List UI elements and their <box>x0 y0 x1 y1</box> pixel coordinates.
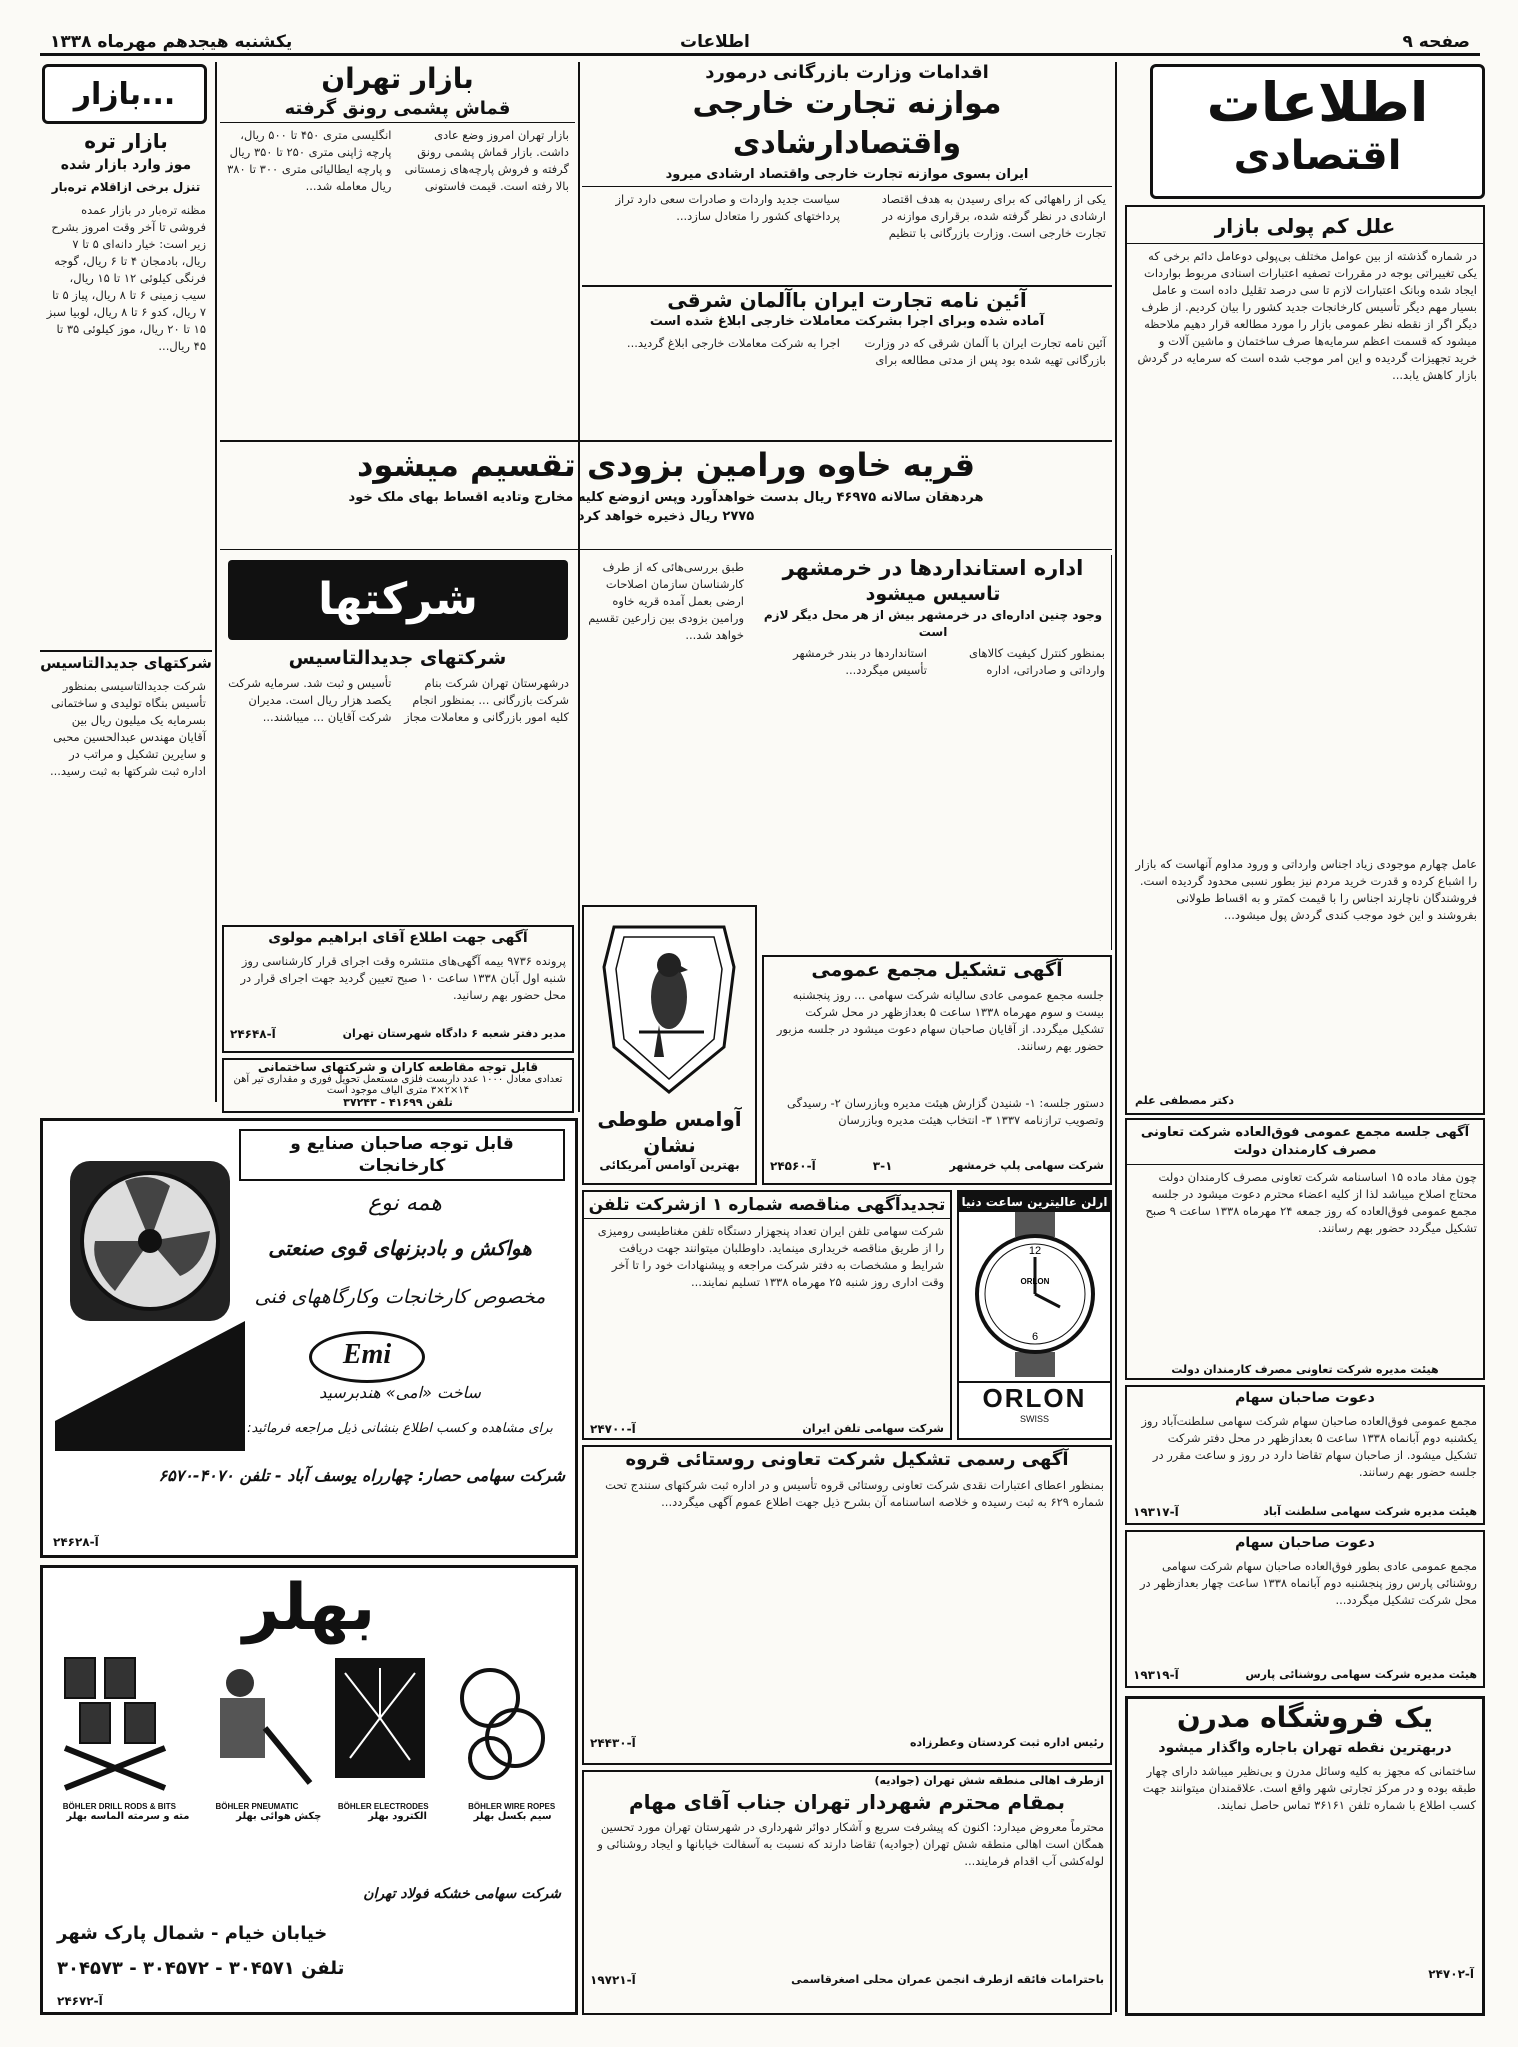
coop-notice <box>582 1445 1112 1765</box>
molavi-sign: مدیر دفتر شعبه ۶ دادگاه شهرستان تهران <box>342 1027 566 1040</box>
header-paper-name: اطلاعات <box>680 32 750 52</box>
bazaar-article <box>220 62 575 437</box>
store-body: ساختمانی که مجهز به کلیه وسائل مدرن و بی‌نظیر میباشد دارای چهار طبقه بوده و در مرکز تجارتی شهر واقع است. علاقمندان میتوانند جهت کسب اطلاع با شماره تلفن ۳۶۱۶۱ تماس حاصل نمایند. <box>1142 1764 1476 1812</box>
companies-logo-box <box>228 560 568 640</box>
invite1-number: آ-۱۹۳۱۷ <box>1133 1505 1179 1519</box>
parrot-title: آوامس طوطی نشان <box>597 1107 742 1157</box>
trade-balance-article <box>582 62 1112 282</box>
ad-parrot-gum <box>582 905 757 1185</box>
mayor-body: محترماً معروض میدارد: اکنون که پیشرفت سریع و آشکار دوائر شهرداری در شهرستان تهران مورد تحسین همگان است اهالی منطقه شش تهران (جوادیه) تقاضا دارند که نسبت به آسفالت خیابانها و ایجاد روشنائی و لوله‌کشی آب اقدام فرمایند... <box>597 1820 1104 1868</box>
bazaar-body: بازار تهران امروز وضع عادی داشت. بازار قماش پشمی رونق گرفته و فروش پارچه‌های زمستانی بالا رفته است. قیمت فاستونی انگلیسی متری ۴۵۰ تا ۵۰۰ ریال، پارچه ژاپنی متری ۲۵۰ تا ۳۵۰ ریال و پارچه ایطالیائی متری ۳۰۰ تا ۳۸۰ ریال معامله شد... <box>227 128 569 193</box>
emi-line3: مخصوص کارخانجات وکارگاههای فنی <box>254 1286 546 1308</box>
bohler-logo: بهلر <box>242 1571 376 1645</box>
notice-scaffolding <box>222 1058 574 1113</box>
orlon-brand: ORLON <box>959 1381 1110 1414</box>
emi-line2: هواکش و بادبزنهای قوی صنعتی <box>268 1236 532 1260</box>
svg-text:12: 12 <box>1028 1245 1041 1257</box>
parrot-subtitle: بهترین آوامس آمریکائی <box>599 1158 740 1172</box>
masthead-logo <box>1150 64 1485 199</box>
trade-subhead: ایران بسوی موازنه تجارت خارجی واقتصاد ارشادی میرود <box>582 164 1112 187</box>
produce-body: مظنه تره‌بار در بازار عمده فروشی تا آخر وقت امروز بشرح زیر است: خیار دانه‌ای ۵ تا ۷ ریال، بادمجان ۴ تا ۶ ریال، گوجه فرنگی کیلوئی ۱۲ تا ۱۵ ریال، سیب زمینی ۶ تا ۸ ریال، پیاز ۵ تا ۷ ریال، کدو ۶ تا ۸ ریال، لوبیا سبز ۱۵ تا ۲۰ ریال، موز کیلوئی ۳۵ تا ۴۵ ریال... <box>46 203 206 353</box>
bohler-products-illustration <box>45 1648 575 1798</box>
agahi-title: آگهی تشکیل مجمع عمومی <box>811 959 1063 981</box>
bohler-company: شرکت سهامی خشکه فولاد تهران <box>363 1886 561 1902</box>
notice-invite-2 <box>1125 1530 1485 1688</box>
molavi-body: پرونده ۹۷۳۶ بیمه آگهی‌های منتشره وقت اجرای قرار کارشناسی روز شنبه اول آبان ۱۳۳۸ ساعت ۱۰ صبح تعیین گردید جهت اجرای قرار در محل حضور بهم رسانید. <box>240 954 566 1002</box>
trade-headline: موازنه تجارت خارجی واقتصادارشادی <box>692 86 1002 161</box>
emi-title: قابل توجه صاحبان صنایع و کارخانجات <box>239 1129 565 1181</box>
new-companies-article <box>220 645 575 920</box>
scaffolding-phone: تلفن ۴۱۶۹۹ - ۳۷۲۴۳ <box>343 1096 453 1109</box>
watch-face-brand: ORLON <box>1020 1277 1049 1286</box>
industrial-fan-icon <box>55 1151 245 1451</box>
invite1-title: دعوت صاحبان سهام <box>1235 1390 1375 1406</box>
new-companies-title: شرکتهای جدیدالتاسیس <box>288 647 507 669</box>
emi-brand-logo: Emi <box>309 1331 425 1383</box>
editorial-title: علل کم پولی بازار <box>1127 207 1483 244</box>
village-subtitle: هردهقان سالانه ۴۶۹۷۵ ریال بدست خواهدآورد وپس ازوضع کلیه مخارج وتادیه اقساط بهای ملک خود ۲۷۷۵ ریال ذخیره خواهد کرد <box>348 490 984 524</box>
editorial-body: در شماره گذشته از بین عوامل مختلف بی‌پولی دوعامل دائم برخی که یکی تغییراتی بوجه در مقررات تصفیه اعتبارات اسنادی مربوط بواردات ایجاد شده وبانک اعتبارات لازم تا سی درصد تقلیل داده است و عامل بسیار مهم دیگر تأسیس کارخانجات جدید کشور را بیان کردیم. از طرف دیگر اگر از نقطه نظر عمومی بازار را مورد مطالعه قرار دهیم ملاحظه میشود که قسمت اعظم سرمایه‌ها صرف ساختمان و ماشین آلات و خرید تجهیزات گردیده و این امر موجب شده است که سرمایه در گردش بازار کاهش یابد... <box>1137 249 1477 382</box>
scaffolding-title: قابل توجه مقاطعه کاران و شرکتهای ساختمانی <box>257 1060 539 1074</box>
emi-line1: همه نوع <box>368 1191 442 1216</box>
orlon-banner: ارلن عالیترین ساعت دنیا <box>959 1192 1110 1212</box>
notice-assembly-body: چون مفاد ماده ۱۵ اساسنامه شرکت تعاونی مصرف کارمندان دولت محتاج اصلاح میباشد لذا از کلیه اعضاء محترم دعوت میشود در جلسه مجمع عمومی فوق‌العاده که روز جمعه ۲۴ مهرماه ۱۳۳۸ ساعت ۹ صبح تشکیل میگردد حضور بهم رسانند. <box>1145 1170 1477 1235</box>
mayor-number: آ-۱۹۷۲۱ <box>590 1973 636 1987</box>
bohler-product-labels <box>43 1802 575 1811</box>
village-body: طبق بررسی‌هائی که از طرف کارشناسان سازمان اصلاحات ارضی بعمل آمده قریه خاوه ورامین بزودی بین زارعین تقسیم خواهد شد... <box>588 560 744 642</box>
agahi-body: جلسه مجمع عمومی عادی سالیانه شرکت سهامی ... روز پنجشنبه بیست و سوم مهرماه ۱۳۳۸ ساعت ۵ بعدازظهر در محل شرکت تشکیل میگردد. از آقایان صاحبان سهام دعوت میشود در جلسه مزبور حضور بهم رسانند. <box>776 988 1104 1053</box>
parrot-shield-icon <box>584 907 755 1102</box>
editorial-article <box>1125 205 1485 1115</box>
standards-body: بمنظور کنترل کیفیت کالاهای وارداتی و صادراتی، اداره استانداردها در بندر خرمشهر تأسیس میگردد... <box>793 646 1105 677</box>
tender-notice <box>582 1190 952 1440</box>
trade-body: یکی از راههائی که برای رسیدن به هدف اقتصاد ارشادی در نظر گرفته شده، برقراری موازنه در تجارت خارجی است. وزارت بازرگانی با تنظیم سیاست جدید واردات و صادرات سعی دارد تراز پرداختهای کشور را متعادل سازد... <box>615 192 1106 240</box>
notice-invite-1 <box>1125 1385 1485 1525</box>
invite2-body: مجمع عمومی عادی بطور فوق‌العاده صاحبان سهام شرکت سهامی روشنائی پارس روز پنجشنبه دوم آبانماه ۱۳۳۸ ساعت چهار بعدازظهر در محل شرکت تشکیل میگردد... <box>1139 1559 1477 1607</box>
page-header <box>40 30 1480 56</box>
coop-body: بمنظور اعطای اعتبارات نقدی شرکت تعاونی روستائی قروه تأسیس و در اداره ثبت شرکتهای سنندج تحت شماره ۶۲۹ به ثبت رسیده و خلاصه اساسنامه آن بشرح ذیل جهت اطلاع عموم آگهی میگردد... <box>605 1478 1104 1509</box>
col4-new-body: شرکت جدیدالتاسیسی بمنظور تأسیس بنگاه تولیدی و ساختمانی بسرمایه یک میلیون ریال بین آقایان مهندس عبدالحسین محبی و سایرین تشکیل و مراتب در اداره ثبت شرکتها به ثبت رسید... <box>49 679 206 778</box>
notice-molavi <box>222 925 574 1053</box>
bohler-product-1-fa: مته و سرمته الماسه بهلر <box>66 1811 190 1822</box>
village-title: قریه خاوه ورامین بزودی تقسیم میشود <box>356 446 976 484</box>
germany-body: آئین نامه تجارت ایران با آلمان شرقی که در وزارت بازرگانی تهیه شده بود پس از مدتی مطالعه برای اجرا به شرکت معاملات خارجی ابلاغ گردید... <box>626 336 1106 367</box>
watch-icon <box>960 1212 1110 1377</box>
editorial-body-2: عامل چهارم موجودی زیاد اجناس وارداتی و ورود مداوم آنهاست که بازار را اشباع کرده و قدرت خرید مردم نیز بطور نسبی محدود گردیده است. فروشندگان ناچارند اجناس را با قیمت کمتر و به اقساط طولانی بفروشند و این خود موجب کندی گردش پول میشود... <box>1135 857 1477 922</box>
coop-sign: رئیس اداره ثبت کردستان وعطرزاده <box>910 1736 1104 1749</box>
molavi-number: آ-۲۴۶۴۸ <box>230 1027 276 1041</box>
bohler-product-2-fa: چکش هوائی بهلر <box>236 1811 322 1822</box>
agahi-number: آ-۲۴۵۶۰ <box>770 1159 816 1173</box>
store-title: یک فروشگاه مدرن <box>1176 1701 1434 1734</box>
village-headline-block <box>220 440 1112 550</box>
new-companies-col4 <box>40 650 212 1105</box>
masthead-line2: اقتصادی <box>1233 133 1402 179</box>
tender-body: شرکت سهامی تلفن ایران تعداد پنجهزار دستگاه تلفن مغناطیسی رومیزی را از طریق مناقصه خریداری مینماید. داوطلبان میتوانند جهت دریافت شرایط و مشخصات به دفتر شرکت مراجعه و پیشنهادات خود را تا آخر وقت اداری روز شنبه ۲۵ مهرماه ۱۳۳۸ تسلیم نمایند... <box>597 1224 944 1289</box>
bohler-product-4: BÖHLER WIRE ROPES <box>468 1802 556 1811</box>
new-companies-body: درشهرستان تهران شرکت بنام شرکت بازرگانی ... بمنظور انجام کلیه امور بازرگانی و معاملات مجاز تأسیس و ثبت شد. سرمایه شرکت یکصد هزار ریال است. مدیران شرکت آقایان ... میباشند... <box>228 676 569 724</box>
header-page-number: صفحه ۹ <box>1402 32 1470 52</box>
ad-orlon-watch <box>957 1190 1112 1440</box>
mayor-letter <box>582 1770 1112 2015</box>
invite1-body: مجمع عمومی فوق‌العاده صاحبان سهام شرکت سهامی سلطنت‌آباد روز یکشنبه دوم آبانماه ۱۳۳۸ ساعت ۵ بعدازظهر در محل دفتر شرکت تشکیل میشود. از صاحبان سهام تقاضا دارد در روز و ساعت مقرر در جلسه حضور بهم رسانند. <box>1141 1414 1477 1479</box>
produce-subtitle: موز وارد بازار شده <box>60 157 192 173</box>
bohler-product-4-fa: سیم بکسل بهلر <box>473 1811 552 1822</box>
coop-title: آگهی رسمی تشکیل شرکت تعاونی روستائی قروه <box>625 1449 1069 1470</box>
svg-text:6: 6 <box>1031 1331 1038 1343</box>
coop-number: آ-۲۴۴۳۰ <box>590 1736 636 1750</box>
ad-modern-store <box>1125 1696 1485 2016</box>
invite2-title: دعوت صاحبان سهام <box>1235 1535 1375 1551</box>
invite2-sign: هیئت مدیره شرکت سهامی روشنائی پارس <box>1245 1668 1477 1681</box>
emi-address: شرکت سهامی حصار: چهارراه یوسف آباد - تلفن ۴۰۷۰-۶۵۷۰ <box>158 1466 565 1485</box>
standards-article <box>755 555 1112 950</box>
tender-title: تجدیدآگهی مناقصه شماره ۱ ازشرکت تلفن <box>584 1192 950 1219</box>
standards-subtitle: وجود چنین اداره‌ای در خرمشهر بیش از هر محل دیگر لازم است <box>763 608 1103 639</box>
standards-title: اداره استانداردها در خرمشهر <box>782 556 1084 580</box>
notice-assembly-sign: هیئت مدیره شرکت تعاونی مصرف کارمندان دولت <box>1171 1363 1439 1376</box>
bohler-product-labels-fa <box>43 1811 575 1822</box>
bohler-product-1: BÖHLER DRILL RODS & BITS <box>62 1802 176 1811</box>
bohler-product-3-fa: الکترود بهلر <box>368 1811 427 1822</box>
agahi-agenda: دستور جلسه: ۱- شنیدن گزارش هیئت مدیره وبازرسان ۲- رسیدگی وتصویب ترازنامه ۱۳۳۷ ۳- انتخاب هیئت مدیره وبازرسان <box>787 1096 1104 1127</box>
mayor-title: بمقام محترم شهردار تهران جناب آقای مهام <box>628 1790 1066 1814</box>
produce-title: بازار تره <box>84 129 168 153</box>
invite2-number: آ-۱۹۳۱۹ <box>1133 1668 1179 1682</box>
bohler-product-2: BÖHLER PNEUMATIC <box>215 1802 299 1811</box>
germany-title: آئین نامه تجارت ایران باآلمان شرقی <box>667 288 1027 312</box>
ad-bohler <box>40 1565 578 2015</box>
standards-head: تاسیس میشود <box>865 583 1001 605</box>
bohler-phone: تلفن ۳۰۴۵۷۱ - ۳۰۴۵۷۲ - ۳۰۴۵۷۳ <box>57 1958 345 1979</box>
emi-line4: ساخت «امی» هندبرسید <box>319 1383 481 1402</box>
bazaar-logo-box <box>42 64 207 124</box>
agahi-num2: ۳-۱ <box>872 1159 893 1173</box>
col4-new-title: شرکتهای جدیدالتاسیس <box>40 654 212 672</box>
bohler-product-3: BÖHLER ELECTRODES <box>337 1802 429 1811</box>
column-divider <box>215 62 217 1102</box>
store-subtitle: دربهترین نقطه تهران باجاره واگذار میشود <box>1158 1740 1452 1756</box>
ad-emi-fans <box>40 1118 578 1558</box>
produce-subtitle-2: تنزل برخی ازاقلام تره‌بار <box>51 180 201 194</box>
bohler-number: آ-۲۴۶۷۲ <box>57 1994 103 2008</box>
germany-subtitle: آماده شده وبرای اجرا بشرکت معاملات خارجی ابلاغ شده است <box>649 314 1045 329</box>
trade-headline-top: اقدامات وزارت بازرگانی درمورد <box>705 62 989 83</box>
village-body-col <box>580 555 750 905</box>
store-number: آ-۲۴۷۰۲ <box>1428 1967 1474 1981</box>
bazaar-subtitle: قماش پشمی رونق گرفته <box>220 96 575 123</box>
editorial-author: دکتر مصطفی علم <box>1135 1094 1235 1107</box>
mayor-from: ازطرف اهالی منطقه شش تهران (جوادیه) <box>874 1774 1104 1787</box>
column-divider <box>1115 62 1117 2012</box>
notice-assembly-title: آگهی جلسه مجمع عمومی فوق‌العاده شرکت تعاونی مصرف کارمندان دولت <box>1127 1120 1483 1165</box>
companies-logo-text: شرکتها <box>318 574 478 625</box>
notice-assembly <box>1125 1118 1485 1380</box>
bazaar-logo-text: بازار... <box>73 77 176 112</box>
masthead-line1: اطلاعات <box>1206 71 1429 134</box>
emi-number: آ-۲۴۶۲۸ <box>53 1535 99 1549</box>
molavi-title: آگهی جهت اطلاع آقای ابراهیم مولوی <box>268 930 528 946</box>
scaffolding-body: تعدادی معادل ۱۰۰۰ عدد داربست فلزی مستعمل تحویل فوری و مقداری تیر آهن ۱۴×۲×۳ متری الیاف موجود است <box>233 1074 563 1096</box>
produce-market-article <box>40 128 212 648</box>
invite1-sign: هیئت مدیره شرکت سهامی سلطنت آباد <box>1263 1505 1477 1518</box>
header-date: یکشنبه هیجدهم مهرماه ۱۳۳۸ <box>50 32 293 52</box>
orlon-swiss: SWISS <box>1019 1414 1049 1424</box>
bazaar-title: بازار تهران <box>321 62 474 95</box>
tender-number: آ-۲۴۷۰۰ <box>590 1422 636 1436</box>
bohler-address: خیابان خیام - شمال پارک شهر <box>57 1923 328 1944</box>
agahi-assembly <box>762 955 1112 1185</box>
emi-line5: برای مشاهده و کسب اطلاع بنشانی ذیل مراجعه فرمائید: <box>247 1421 553 1436</box>
tender-sign: شرکت سهامی تلفن ایران <box>802 1422 944 1435</box>
mayor-sign: باحترامات فائقه ازطرف انجمن عمران محلی اصغرقاسمی <box>791 1973 1104 1986</box>
agahi-sign: شرکت سهامی پلپ خرمشهر <box>949 1159 1104 1172</box>
